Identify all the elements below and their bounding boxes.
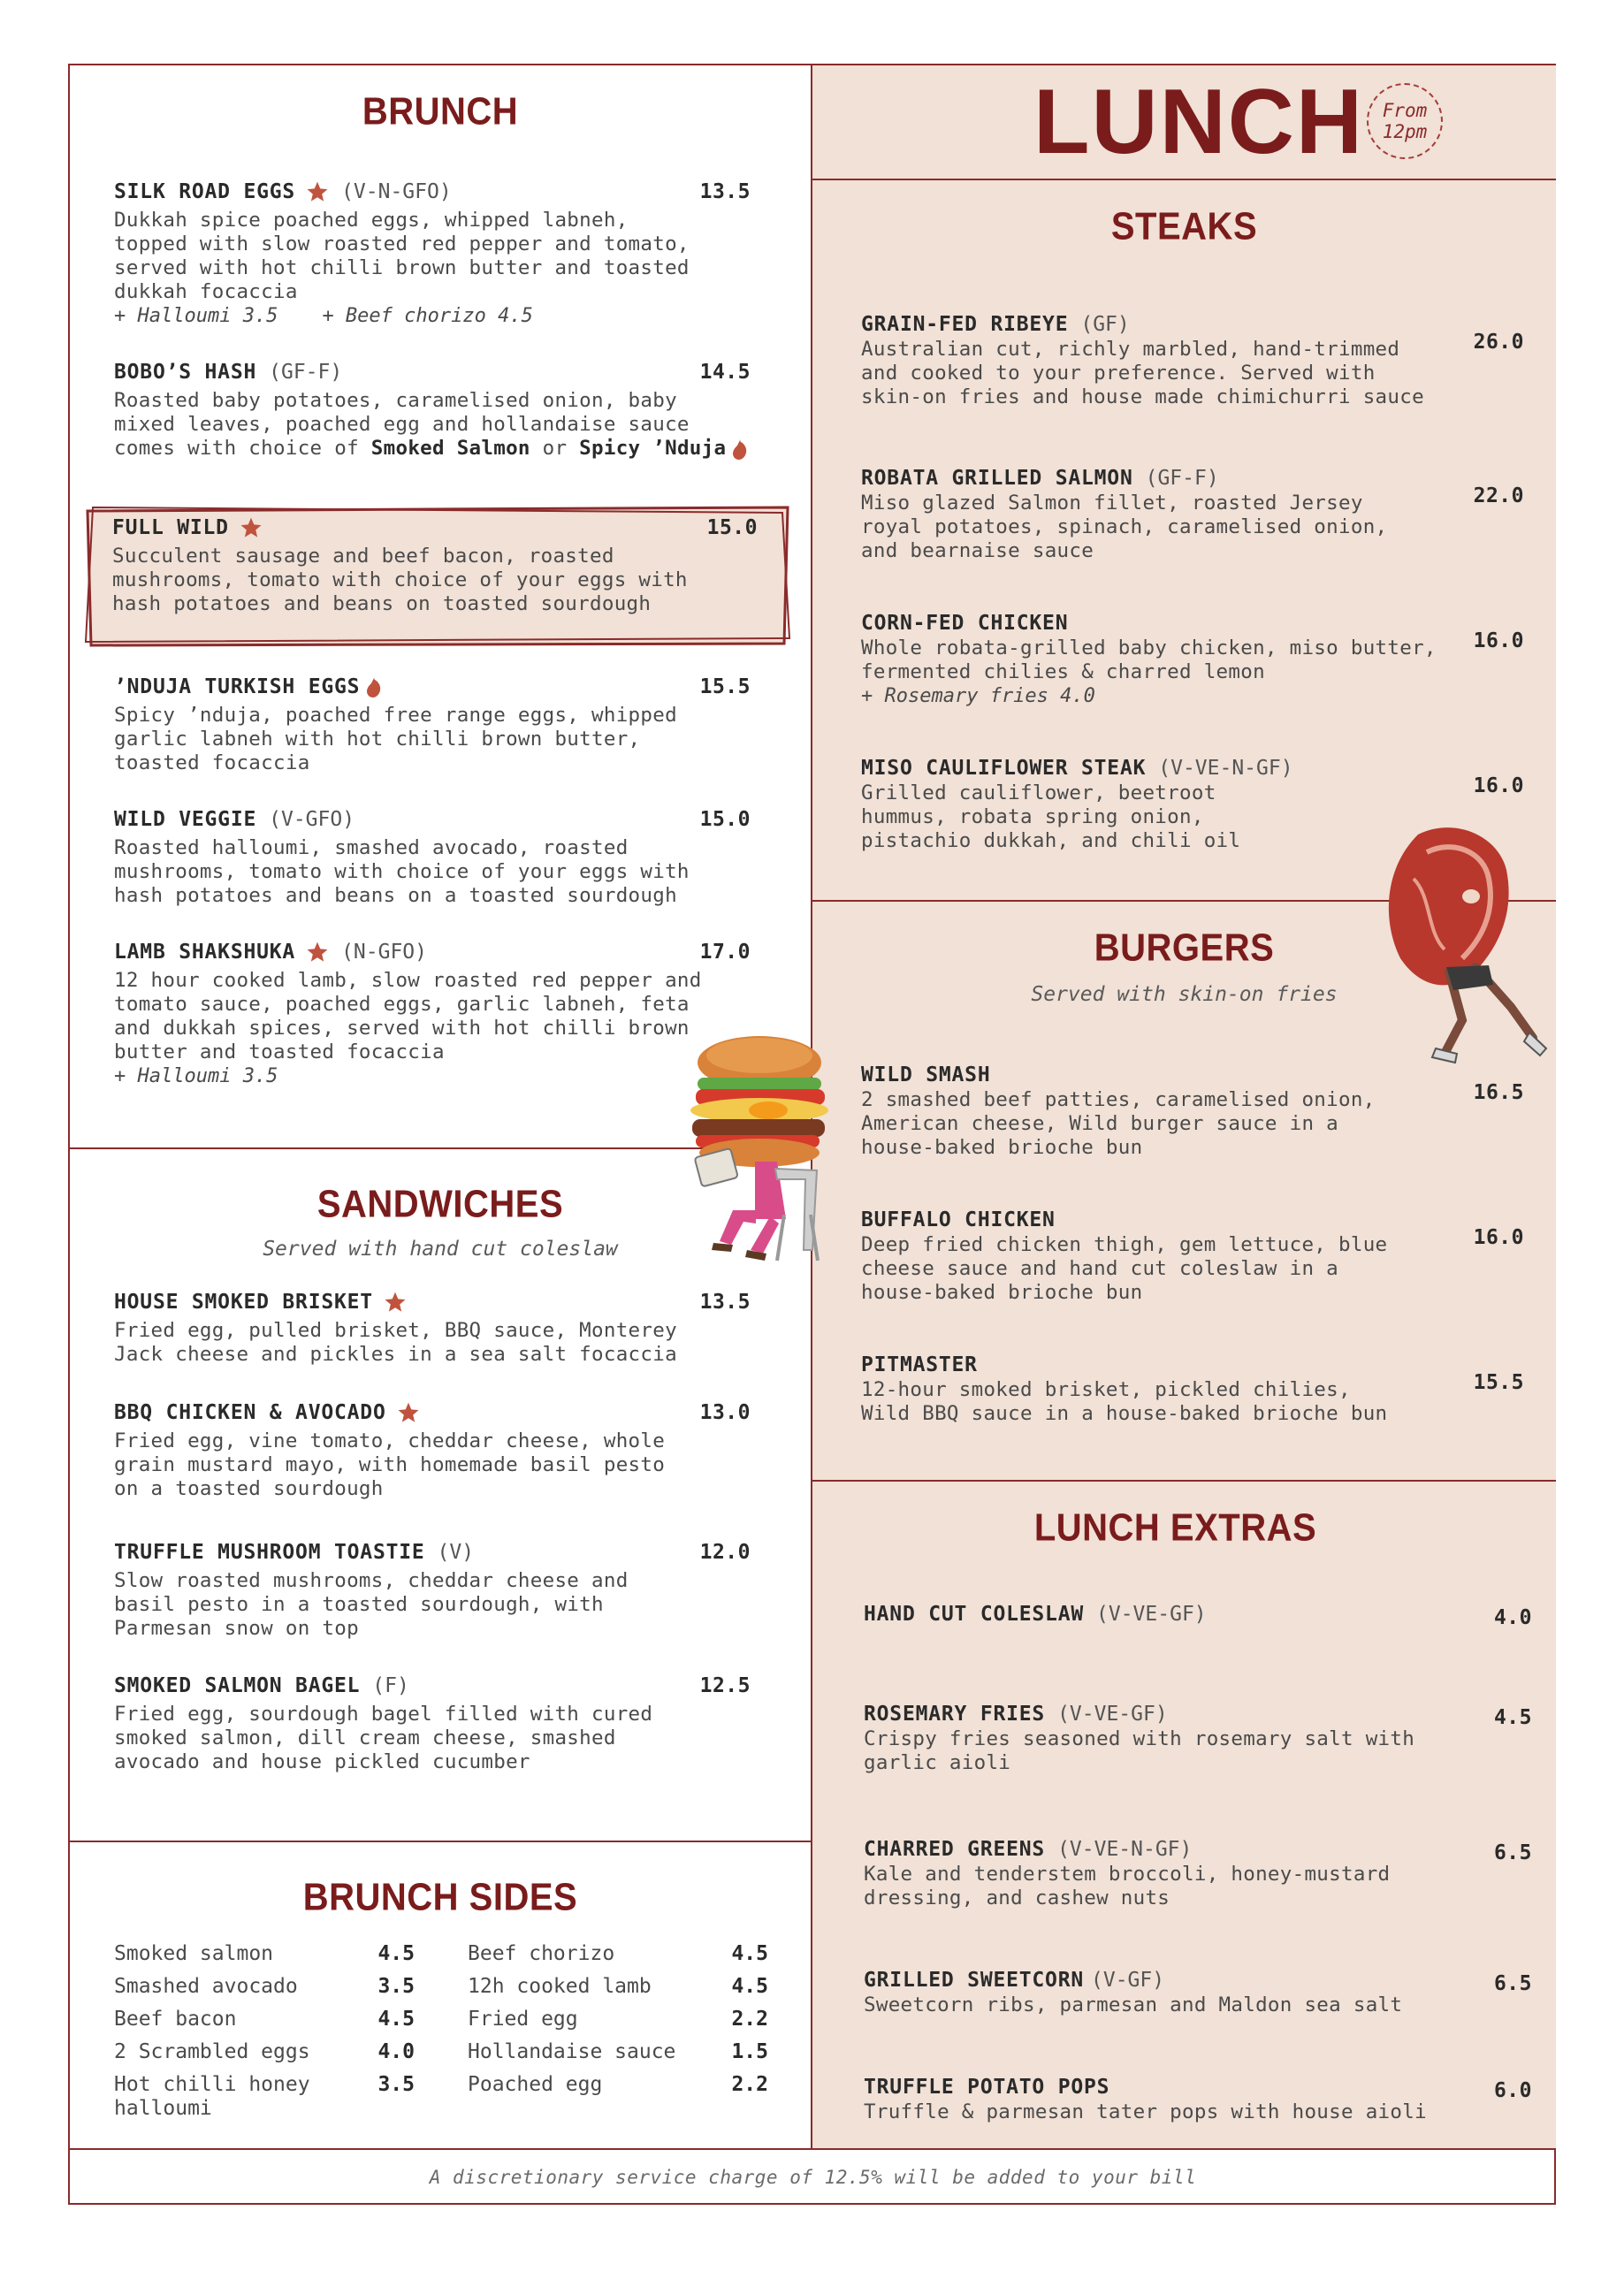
burger-illustration <box>671 1029 830 1266</box>
side-label: Smoked salmon <box>114 1942 274 1965</box>
side-row <box>114 2036 415 2069</box>
item-price: 16.0 <box>1473 774 1524 797</box>
side-price: 3.5 <box>377 2073 415 2096</box>
side-row <box>468 1970 768 2003</box>
item-name: MISO CAULIFLOWER STEAK <box>861 757 1147 780</box>
side-row <box>114 1970 415 2003</box>
item-diet: (V-VE-N-GF) <box>1158 757 1293 780</box>
item-name: WILD VEGGIE <box>114 808 257 831</box>
item-price: 14.5 <box>699 361 751 384</box>
item-extra: + Halloumi 3.5 <box>114 305 278 327</box>
side-label: 2 Scrambled eggs <box>114 2040 310 2063</box>
item-desc: Truffle & parmesan tater pops with house aioli <box>864 2100 1427 2123</box>
item-desc: 12-hour smoked brisket, pickled chilies, Wild BBQ sauce in a house-baked brioche bun <box>861 1378 1388 1425</box>
star-icon <box>384 1291 407 1314</box>
menu-item <box>861 1353 1524 1426</box>
item-diet: (V-N-GFO) <box>341 180 452 203</box>
item-diet: (V-GFO) <box>269 808 355 831</box>
item-price: 4.5 <box>1493 1706 1532 1729</box>
item-name: ’NDUJA TURKISH EGGS <box>114 675 361 698</box>
menu-item <box>114 808 751 908</box>
item-name: ROBATA GRILLED SALMON <box>861 467 1133 490</box>
menu-item <box>114 1291 751 1367</box>
item-name: HAND CUT COLESLAW <box>864 1603 1085 1626</box>
right-column <box>812 65 1556 2148</box>
desc-text: or <box>530 437 580 460</box>
footer <box>70 2148 1556 2205</box>
side-row <box>114 1938 415 1970</box>
item-price: 6.0 <box>1493 2079 1532 2102</box>
star-icon <box>397 1401 420 1424</box>
menu-item <box>114 180 751 328</box>
side-price: 4.5 <box>377 2008 415 2031</box>
menu-item <box>861 313 1524 409</box>
desc-line: mixed leaves, poached egg and hollandaise sauce <box>114 413 690 436</box>
item-diet: (GF-F) <box>1145 467 1219 490</box>
item-desc: Miso glazed Salmon fillet, roasted Jersey royal potatoes, spinach, caramelised onion, and bearnaise sauce <box>861 492 1388 562</box>
menu-item <box>114 361 751 461</box>
item-diet: (V-VE-GF) <box>1096 1603 1207 1626</box>
lunch-title: LUNCH <box>1033 71 1364 173</box>
menu-item <box>861 1208 1524 1305</box>
side-price: 4.5 <box>377 1942 415 1965</box>
item-desc: Kale and tenderstem broccoli, honey-mustard dressing, and cashew nuts <box>864 1863 1391 1909</box>
burgers-title: BURGERS <box>1094 926 1275 970</box>
item-price: 6.5 <box>1493 1841 1532 1864</box>
item-extra: + Rosemary fries 4.0 <box>861 685 1095 707</box>
item-desc: Whole robata-grilled baby chicken, miso butter, fermented chilies & charred lemon <box>861 636 1437 683</box>
item-diet: (F) <box>372 1674 409 1697</box>
brunch-title: BRUNCH <box>362 89 519 133</box>
item-price: 26.0 <box>1473 331 1524 354</box>
item-price: 6.5 <box>1493 1972 1532 1995</box>
item-name: LAMB SHAKSHUKA <box>114 941 296 964</box>
side-row <box>114 2069 415 2125</box>
item-price: 15.0 <box>699 808 751 831</box>
star-icon <box>240 516 263 539</box>
item-desc: Deep fried chicken thigh, gem lettuce, blue cheese sauce and hand cut coleslaw in a house-baked brioche bun <box>861 1233 1388 1304</box>
lunch-header <box>812 65 1556 179</box>
badge-line: From <box>1382 100 1428 121</box>
item-price: 15.0 <box>706 516 758 539</box>
menu-item <box>864 1969 1532 2017</box>
menu-item <box>864 1838 1532 1910</box>
item-diet: (GF) <box>1080 313 1130 336</box>
side-label: Hollandaise sauce <box>468 2040 676 2063</box>
steak-illustration <box>1365 817 1577 1082</box>
burgers-note: Served with skin-on fries <box>1031 983 1338 1006</box>
side-label: Smashed avocado <box>114 1975 298 1998</box>
item-name: BOBO’S HASH <box>114 361 257 384</box>
side-label: Fried egg <box>468 2008 578 2031</box>
chili-icon <box>365 675 383 698</box>
menu-item <box>864 1703 1532 1775</box>
side-label: Beef chorizo <box>468 1942 615 1965</box>
side-price: 4.5 <box>731 1975 768 1998</box>
item-diet: (V-VE-N-GF) <box>1057 1838 1193 1861</box>
item-name: BBQ CHICKEN & AVOCADO <box>114 1401 386 1424</box>
item-desc: Crispy fries seasoned with rosemary salt with garlic aioli <box>864 1727 1415 1774</box>
item-name: GRAIN-FED RIBEYE <box>861 313 1069 336</box>
menu-item <box>114 1401 751 1501</box>
menu-item <box>864 1603 1532 1629</box>
item-extra: + Halloumi 3.5 <box>114 1065 278 1087</box>
item-price: 13.0 <box>699 1401 751 1424</box>
sides-section <box>70 1841 811 2148</box>
menu-frame <box>68 64 1556 2205</box>
item-diet: (N-GFO) <box>341 941 427 964</box>
item-diet: (V-GF) <box>1091 1969 1165 1992</box>
side-row <box>468 2036 768 2069</box>
item-name: FULL WILD <box>112 516 229 539</box>
item-name: TRUFFLE MUSHROOM TOASTIE <box>114 1541 425 1564</box>
footer-note: A discretionary service charge of 12.5% will be added to your bill <box>429 2167 1197 2188</box>
item-diet: (GF-F) <box>269 361 343 384</box>
steaks-section <box>812 179 1556 900</box>
menu-item <box>114 941 751 1088</box>
item-desc: Roasted halloumi, smashed avocado, roasted mushrooms, tomato with choice of your eggs with hash potatoes and beans on a toasted sourdough <box>114 836 690 907</box>
side-row <box>468 2069 768 2101</box>
sides-table <box>114 1938 768 2125</box>
menu-item <box>861 612 1524 708</box>
brunch-section <box>70 65 811 1147</box>
item-desc: Slow roasted mushrooms, cheddar cheese and basil pesto in a toasted sourdough, with Parmesan snow on top <box>114 1569 629 1640</box>
item-name: WILD SMASH <box>861 1063 991 1086</box>
sandwiches-title: SANDWICHES <box>316 1182 564 1226</box>
item-desc: Fried egg, vine tomato, cheddar cheese, whole grain mustard mayo, with homemade basil pesto on a toasted sourdough <box>114 1429 666 1500</box>
item-price: 13.5 <box>699 180 751 203</box>
side-price: 2.2 <box>731 2073 768 2096</box>
desc-option: Spicy ’Nduja <box>579 437 727 460</box>
item-name: ROSEMARY FRIES <box>864 1703 1046 1726</box>
item-extras <box>114 304 751 328</box>
item-extras <box>861 684 1515 708</box>
item-extras <box>114 1064 751 1088</box>
side-label: Hot chilli honey halloumi <box>114 2073 310 2120</box>
menu-item <box>114 1541 751 1641</box>
item-name: CHARRED GREENS <box>864 1838 1046 1861</box>
from-badge <box>1367 83 1443 159</box>
steaks-title: STEAKS <box>1110 204 1258 248</box>
item-price: 12.0 <box>699 1541 751 1564</box>
item-price: 16.0 <box>1473 1226 1524 1249</box>
side-label: Poached egg <box>468 2073 603 2096</box>
item-diet: (V-VE-GF) <box>1057 1703 1168 1726</box>
desc-line: Roasted baby potatoes, caramelised onion, baby <box>114 389 677 412</box>
item-price: 4.0 <box>1493 1606 1532 1629</box>
item-desc <box>114 389 751 461</box>
side-price: 1.5 <box>731 2040 768 2063</box>
side-price: 4.0 <box>377 2040 415 2063</box>
sandwiches-note: Served with hand cut coleslaw <box>263 1238 618 1261</box>
sides-col-left <box>114 1938 441 2125</box>
item-price: 17.0 <box>699 941 751 964</box>
item-desc: Grilled cauliflower, beetroot hummus, robata spring onion, pistachio dukkah, and chili oil <box>861 781 1241 852</box>
item-price: 22.0 <box>1473 484 1524 507</box>
side-label: 12h cooked lamb <box>468 1975 652 1998</box>
item-name: BUFFALO CHICKEN <box>861 1208 1056 1231</box>
item-desc: Fried egg, pulled brisket, BBQ sauce, Monterey Jack cheese and pickles in a sea salt focaccia <box>114 1319 677 1366</box>
item-desc: Succulent sausage and beef bacon, roasted mushrooms, tomato with choice of your eggs with hash potatoes and beans on toasted sourdough <box>112 545 688 615</box>
item-name: PITMASTER <box>861 1353 978 1376</box>
side-label: Beef bacon <box>114 2008 237 2031</box>
chili-icon <box>731 438 749 461</box>
side-row <box>468 2003 768 2036</box>
sides-col-right <box>441 1938 768 2125</box>
side-price: 2.2 <box>731 2008 768 2031</box>
sides-title: BRUNCH SIDES <box>302 1875 578 1919</box>
side-price: 4.5 <box>731 1942 768 1965</box>
item-name: SILK ROAD EGGS <box>114 180 296 203</box>
extras-title: LUNCH EXTRAS <box>1033 1505 1317 1550</box>
side-price: 3.5 <box>377 1975 415 1998</box>
item-diet: (V) <box>437 1541 475 1564</box>
star-icon <box>306 941 329 964</box>
item-name: SMOKED SALMON BAGEL <box>114 1674 361 1697</box>
star-icon <box>306 180 329 203</box>
desc-option: Smoked Salmon <box>370 437 530 460</box>
menu-item <box>114 1674 751 1774</box>
item-name: GRILLED SWEETCORN <box>864 1969 1085 1992</box>
item-price: 13.5 <box>699 1291 751 1314</box>
item-price: 15.5 <box>1473 1371 1524 1394</box>
item-price: 16.5 <box>1473 1081 1524 1104</box>
side-row <box>114 2003 415 2036</box>
menu-item <box>864 2076 1532 2124</box>
item-desc: Sweetcorn ribs, parmesan and Maldon sea salt <box>864 1993 1403 2016</box>
item-price: 12.5 <box>699 1674 751 1697</box>
item-name: CORN-FED CHICKEN <box>861 612 1069 635</box>
item-desc: 2 smashed beef patties, caramelised onion, American cheese, Wild burger sauce in a house-baked brioche bun <box>861 1088 1376 1159</box>
item-name: TRUFFLE POTATO POPS <box>864 2076 1110 2099</box>
item-price: 15.5 <box>699 675 751 698</box>
badge-line: 12pm <box>1382 121 1428 142</box>
menu-item-featured <box>112 516 758 616</box>
item-desc: Australian cut, richly marbled, hand-trimmed and cooked to your preference. Served with skin-on fries and house made chimichurri sauce <box>861 338 1424 408</box>
desc-text: comes with choice of <box>114 437 371 460</box>
item-name: HOUSE SMOKED BRISKET <box>114 1291 373 1314</box>
desc-line <box>114 437 751 461</box>
item-desc: Dukkah spice poached eggs, whipped labneh, topped with slow roasted red pepper and tomato, served with hot chilli brown butter and toasted dukkah focaccia <box>114 209 690 303</box>
menu-item <box>114 675 751 775</box>
item-extra: + Beef chorizo 4.5 <box>322 305 533 327</box>
item-desc: 12 hour cooked lamb, slow roasted red pepper and tomato sauce, poached eggs, garlic labneh, feta and dukkah spices, served with hot chilli brown butter and toasted focaccia <box>114 969 702 1063</box>
extras-section <box>812 1480 1556 2148</box>
menu-item <box>861 467 1524 563</box>
side-row <box>468 1938 768 1970</box>
item-desc: Spicy ’nduja, poached free range eggs, whipped garlic labneh with hot chilli brown butter, toasted focaccia <box>114 704 677 774</box>
item-price: 16.0 <box>1473 629 1524 652</box>
item-desc: Fried egg, sourdough bagel filled with cured smoked salmon, dill cream cheese, smashed avocado and house pickled cucumber <box>114 1703 653 1773</box>
